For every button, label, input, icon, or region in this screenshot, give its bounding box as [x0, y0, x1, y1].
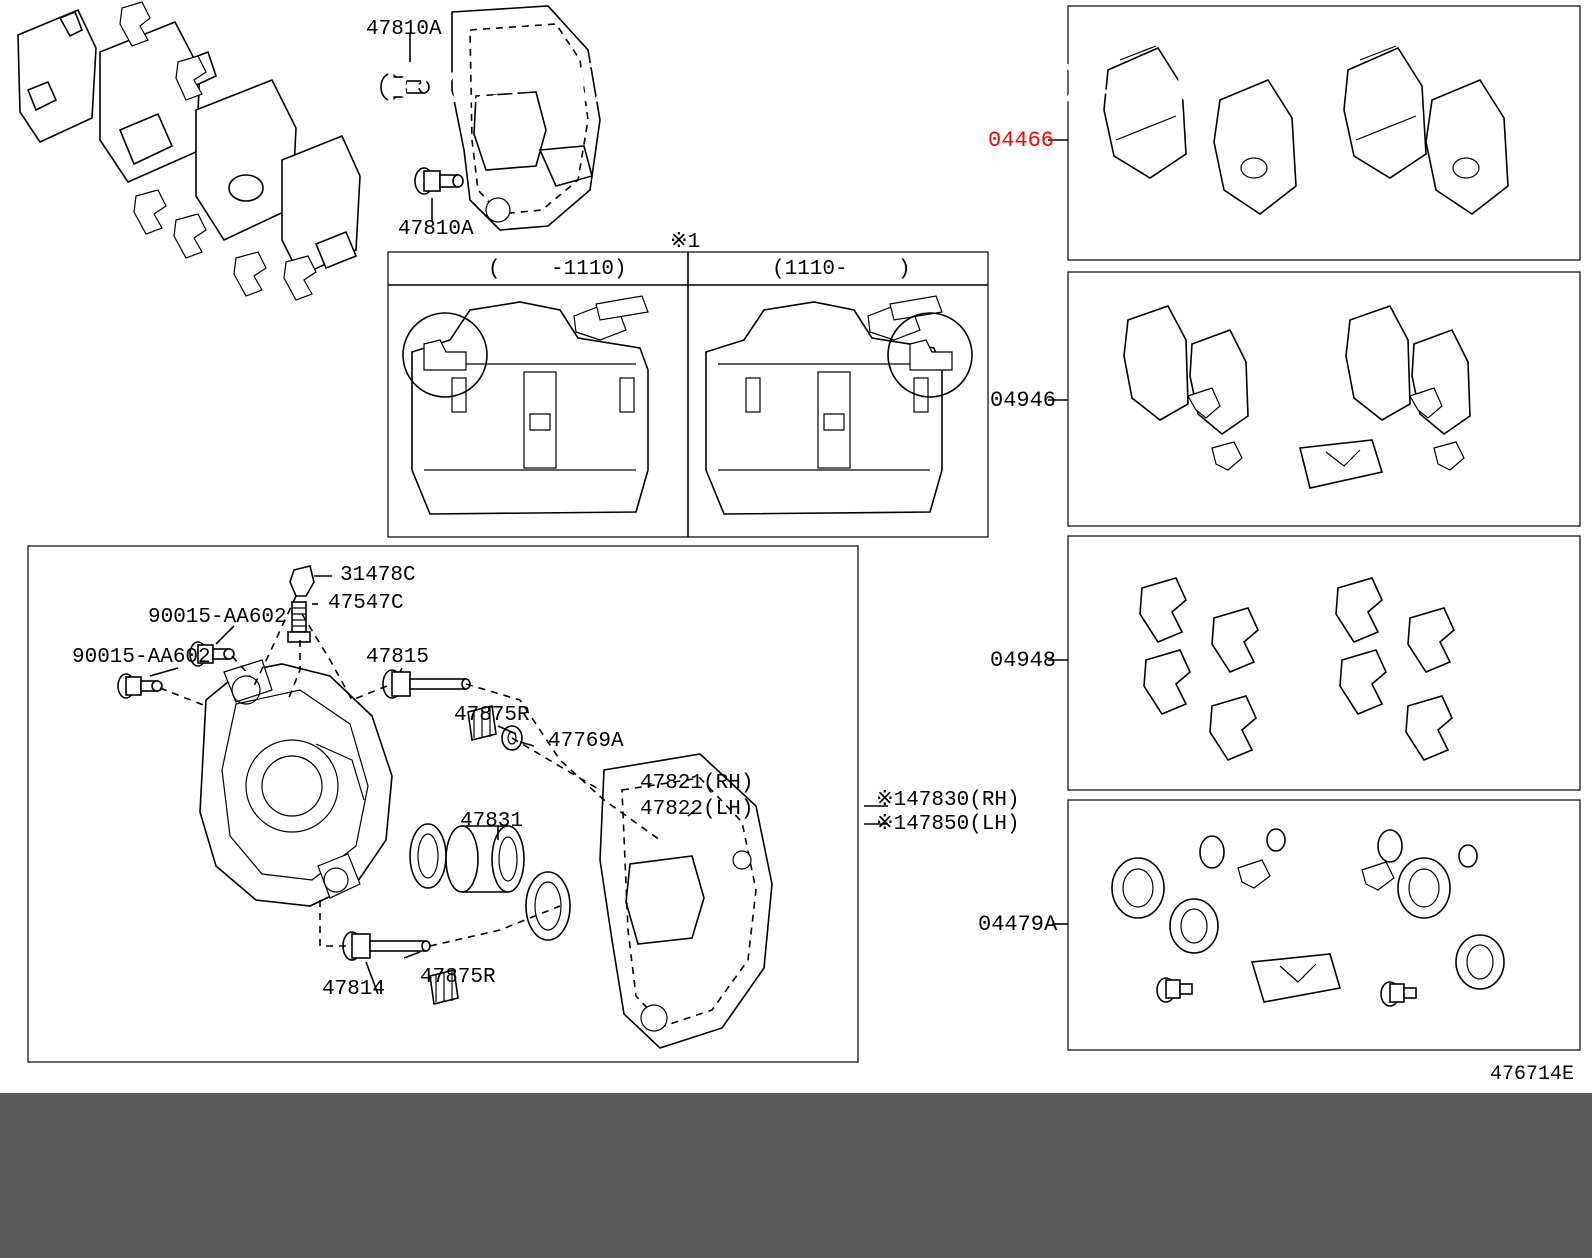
label-47875R-upper: 47875R [454, 704, 530, 727]
footer-brand: lexus [384, 51, 521, 114]
panel-code-04466[interactable]: 04466 [988, 128, 1055, 153]
note-text-lh: 47850(LH) [906, 813, 1020, 836]
label-note-marker-inset: ※1 [670, 231, 701, 254]
figure-code: 476714E [1489, 1063, 1574, 1086]
label-47810A-upper: 47810A [366, 18, 442, 41]
label-47821-RH: 47821(RH) [640, 772, 754, 795]
label-90015-AA602-lower: 90015-AA602 [72, 646, 211, 669]
note-text-rh: 47830(RH) [906, 789, 1020, 812]
footer-part-number: 0446648130 [576, 51, 898, 114]
footer-separator-2: - [1010, 51, 1031, 114]
label-47822-LH: 47822(LH) [640, 798, 754, 821]
label-47814: 47814 [322, 978, 386, 1001]
label-47875R-lower: 47875R [420, 966, 496, 989]
part-47547C [288, 602, 310, 642]
label-47769A: 47769A [548, 730, 624, 753]
label-inset-range-left: ( -1110) [488, 258, 627, 281]
label-inset-range-right: (1110- ) [772, 258, 911, 281]
label-90015-AA602-upper: 90015-AA602 [148, 606, 287, 629]
caliper-note-rh [876, 786, 1020, 812]
label-47815: 47815 [366, 646, 430, 669]
panel-code-04479A[interactable]: 04479A [978, 912, 1058, 937]
panel-leaders [1048, 140, 1068, 924]
footer-bar [0, 1093, 1592, 1258]
bolt-47810A-lower [415, 168, 463, 194]
inset-caliper-variants [388, 252, 988, 537]
footer-suffix-letter: N [953, 51, 995, 114]
caliper-note-lh [876, 810, 1020, 836]
panel-code-04946[interactable]: 04946 [990, 388, 1057, 413]
footer-separator-1: - [538, 51, 559, 114]
label-47831: 47831 [460, 810, 524, 833]
label-47547C: 47547C [328, 592, 404, 615]
panel-code-04948[interactable]: 04948 [990, 648, 1057, 673]
footer-suffix-number: 04466 [1046, 51, 1208, 114]
label-47810A-lower: 47810A [398, 218, 474, 241]
note-marker-lh: ※1 [876, 813, 907, 836]
label-31478C: 31478C [340, 564, 416, 587]
footer-caption [0, 0, 1592, 165]
note-marker-rh: ※1 [876, 789, 907, 812]
